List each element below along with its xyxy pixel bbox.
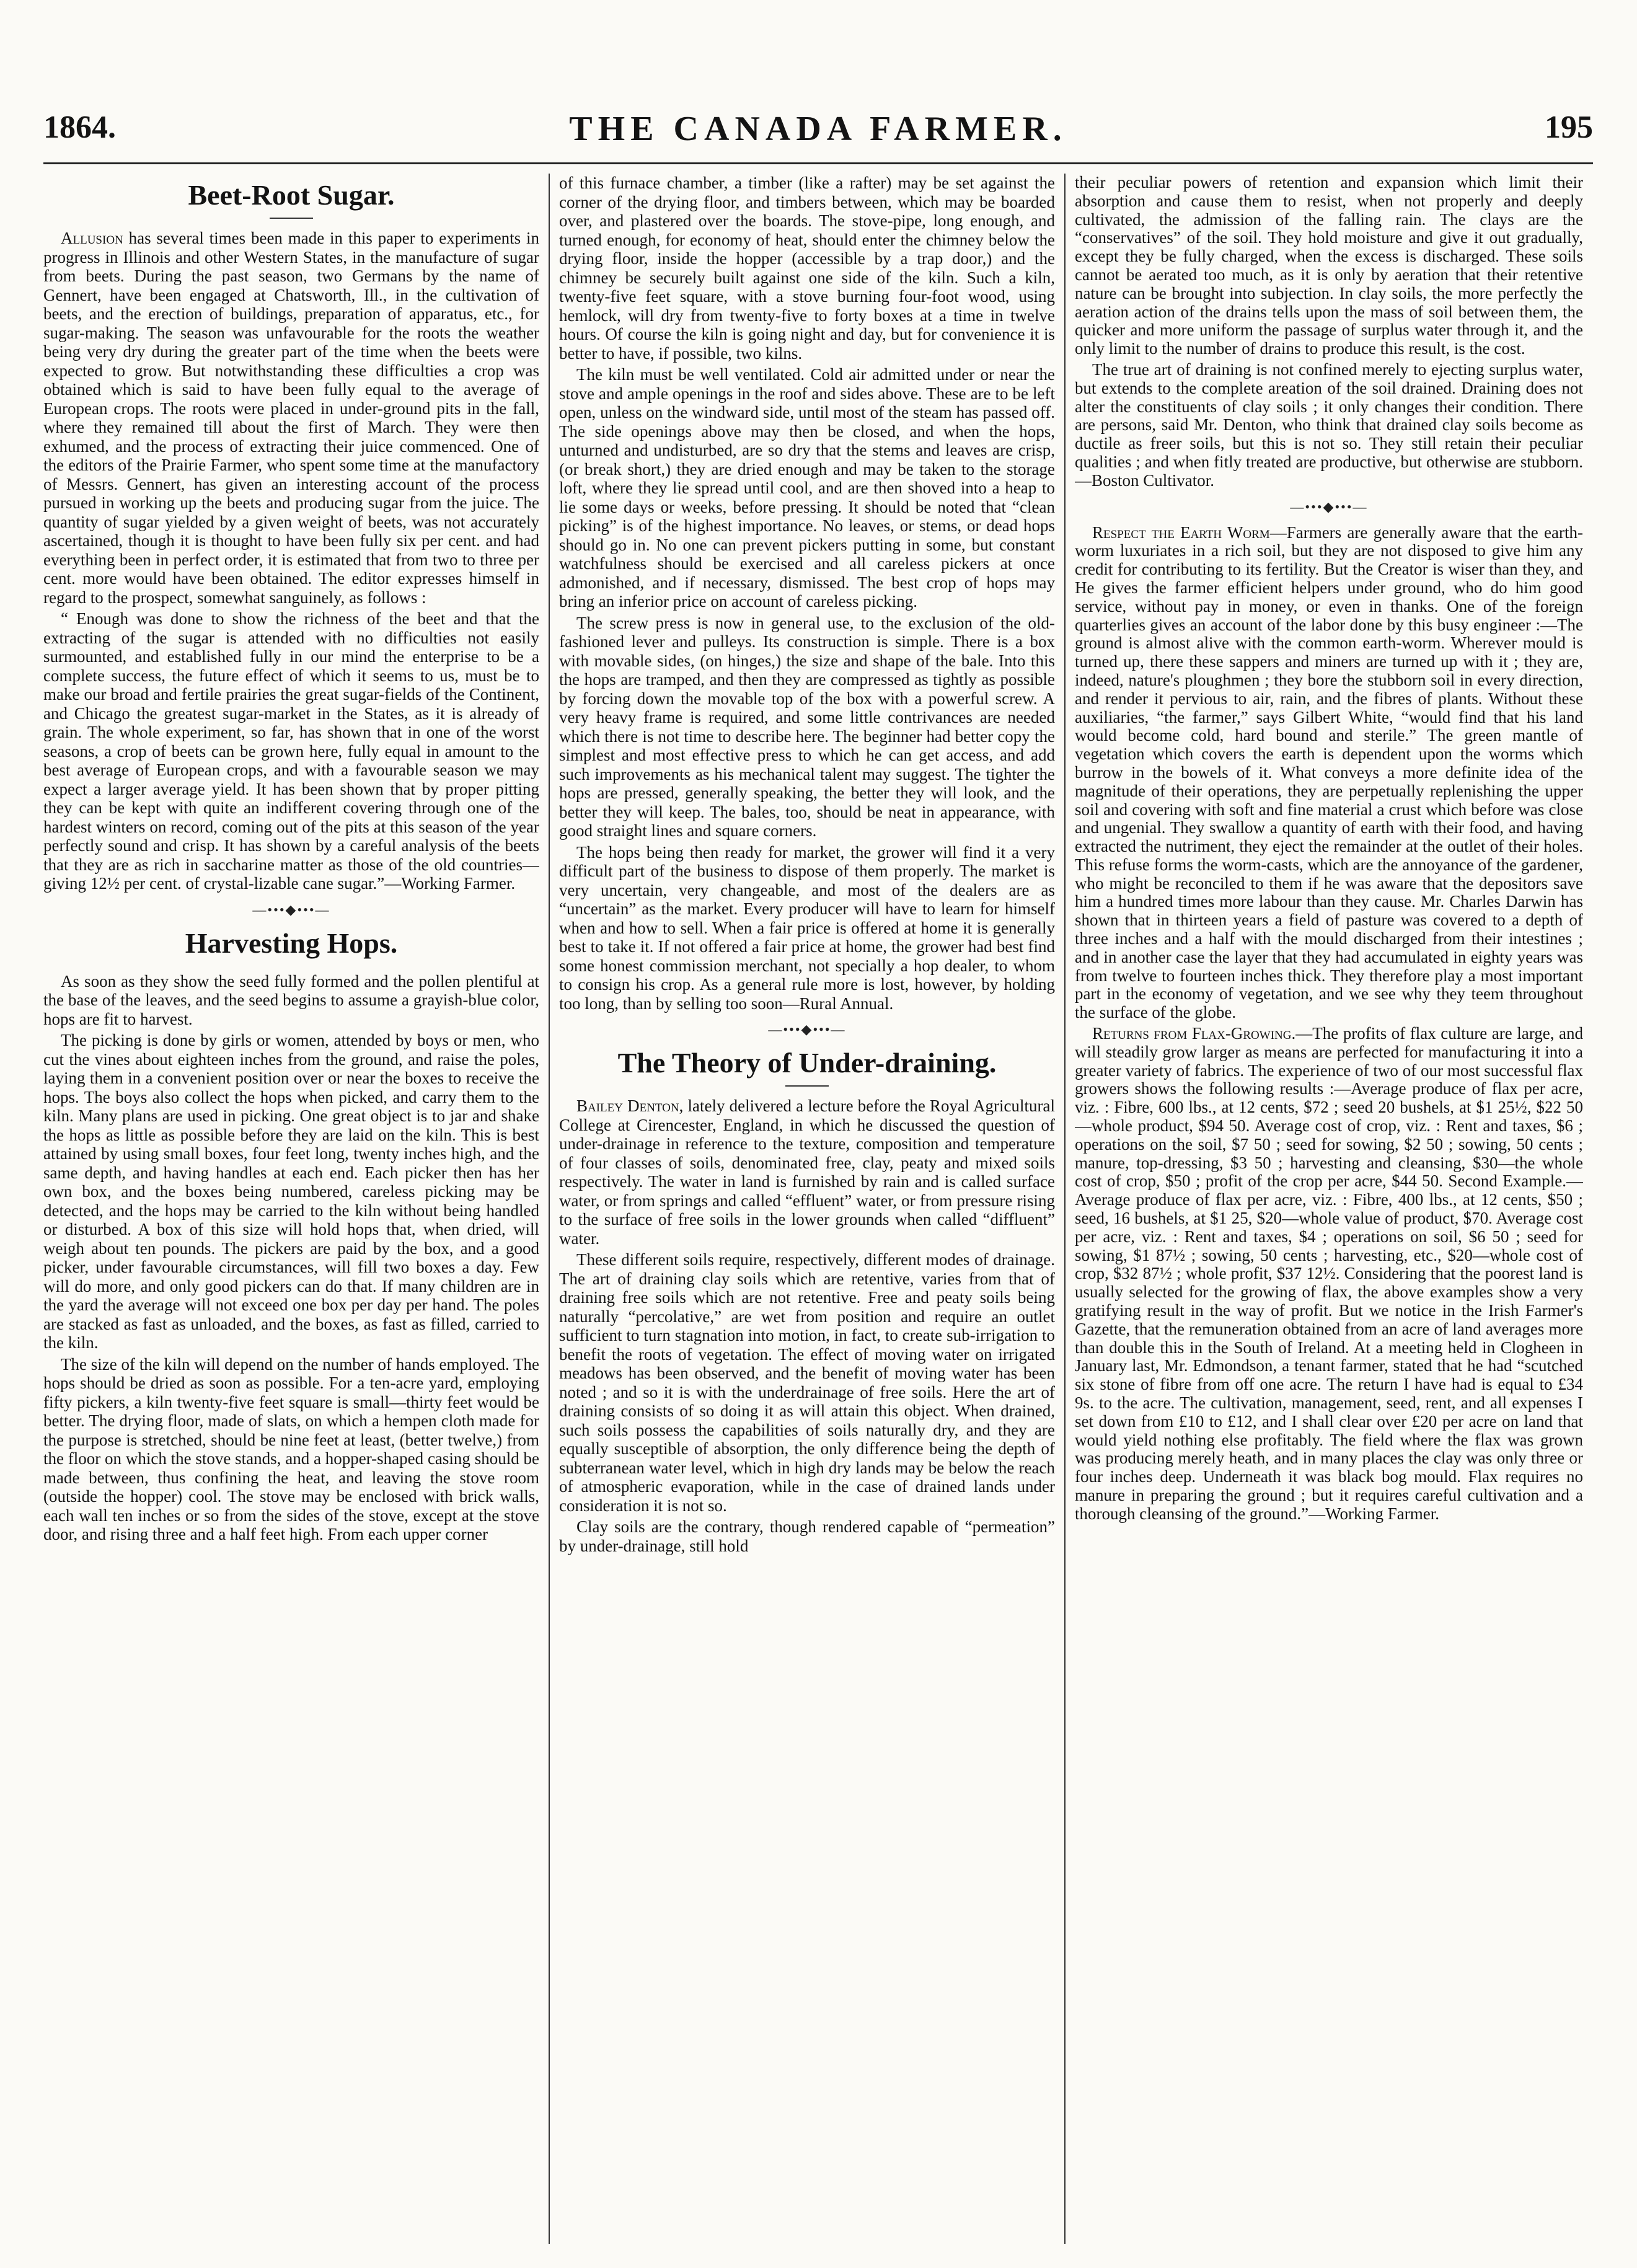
article-paragraph: The size of the kiln will depend on the number of hands employed. The hops should be dried as soon as possible. For a ten-acre yard, employing fifty pickers, a kiln twenty-five feet square is small—thirty feet would be better. The drying floor, made of slats, on which a hempen cloth made for the purpose is stretched, should be nine feet at least, (better twelve,) from the floor on which the stove stands, and a hopper-shaped casing should be made between, thus confining the heat, and leaving the stove room (outside the hopper) cool. The stove may be enclosed with brick walls, each wall ten inches or so from the sides of the stove, except at the stove door, and rising three and a half feet high. From each upper corner (43, 1354, 539, 1543)
article-paragraph: The kiln must be well ventilated. Cold air admitted under or near the stove and ample openings in the roof and sides above. These are to be left open, unless on the windward side, until most of the steam has passed off. The side openings above may then be closed, and when the hops, unturned and undisturbed, are so dry that the stems and leaves are crisp, (or break short,) they are dried enough and may be taken to the storage loft, where they lie spread until cool, and are then shoved into a heap to lie some days or weeks, before pressing. It should be noted that “clean picking” is of the highest importance. No leaves, or stems, or dead hops should go in. No one can prevent pickers putting in some, but constant watchfulness should be exercised and all careless pickers at once admonished, and if necessary, dismissed. The best crop of hops may bring an inferior price on account of careless picking. (559, 365, 1055, 611)
article-paragraph (559, 1096, 1055, 1248)
article-paragraph: These different soils require, respectively, different modes of drainage. The art of draining clay soils which are retentive, varies from that of draining free soils which are not retentive. Free and peaty soils being naturally “percolative,” are wet from position and require an outlet sufficient to turn stagnation into motion, in fact, to create sub-irrigation to benefit the roots of vegetation. The effect of moving water on irrigated meadows has been observed, and the benefit of moving water has been noted ; and so it is with the underdrainage of free soils. Here the art of draining consists of so doing it as will attain this object. When drained, such soils possess the capabilities of soils naturally dry, and they are equally susceptible of absorption, the only difference being the depth of subterranean water level, which in high dry lands may be below the reach of atmospheric evaporation, while in the case of drained lands under consideration it is not so. (559, 1250, 1055, 1515)
article-paragraph: their peculiar powers of retention and expansion which limit their absorption and cause them to resist, when not properly and deeply cultivated, the admission of the falling rain. The clays are the “conservatives” of the soil. They hold moisture and give it out gradually, except they be fully charged, when the excess is discharged. These soils cannot be aerated too much, as it is only by aeration that their retentive nature can be brought into subjection. In clay soils, the more perfectly the aeration action of the drains tells upon the mass of soil between them, the quicker and more uniform the passage of surplus water through it, and the only limit to the number of drains to produce this result, is the cost. (1075, 174, 1583, 358)
page-number: 195 (1545, 110, 1593, 145)
article-paragraph: The true art of draining is not confined merely to ejecting surplus water, but extends to the complete areation of the soil drained. Draining does not alter the constituents of clay soils ; it only changes their condition. There are persons, said Mr. Denton, who think that drained clay soils become as ductile as freer soils, but this is not so. They still retain their peculiar qualities ; and when fitly treated are productive, but otherwise are stubborn.—Boston Cultivator. (1075, 360, 1583, 490)
article-paragraph (43, 229, 539, 607)
title-rule (785, 1085, 829, 1087)
article-title-beet-root-sugar: Beet-Root Sugar. (188, 179, 395, 211)
article-paragraph: As soon as they show the seed fully formed and the pollen plentiful at the base of the leaves, and the seed begins to assume a grayish-blue color, hops are fit to harvest. (43, 971, 539, 1028)
article-paragraph: The hops being then ready for market, the grower will find it a very difficult part of the business to dispose of them properly. The market is very uncertain, very changeable, and most of the dealers are as “uncertain” as the market. Every producer will have to learn for himself when and how to sell. When a fair price is offered at home it is generally best to take it. If not offered a fair price at home, the grower had best find some honest commission merchant, not specially a hop dealer, to whom to consign his crop. As a general rule more is lost, however, by holding too long, than by selling too soon—Rural Annual. (559, 842, 1055, 1013)
article-paragraph: of this furnace chamber, a timber (like a rafter) may be set against the corner of the drying floor, and timbers between, which may be boarded over, and plastered over the boards. The stove-pipe, long enough, and turned enough, for economy of heat, should enter the chimney below the drying floor, inside the hopper (accessible by a trap door,) and the chimney be securely built against one side of the kiln. Such a kiln, twenty-five feet square, with a stove burning four-foot wood, using hemlock, will dry from twenty-five to forty boxes at a time in twelve hours. Of course the kiln is going night and day, but for convenience it is better to have, if possible, two kilns. (559, 174, 1055, 363)
column-2 (559, 174, 1055, 2244)
article-paragraph: The picking is done by girls or women, attended by boys or men, who cut the vines about eighteen inches from the ground, and raise the poles, laying them in a convenient position over or near the boxes to receive the hops. The boys also collect the hops when picked, and carry them to the kiln. Many plans are used in picking. One great object is to jar and shake the hops as little as possible before they are laid on the kiln. This is best attained by using small boxes, four feet long, twenty inches high, and the same depth, and having handles at each end. Each picker then has her own box, and the boxes being numbered, careless picking may be detected, and the hops may be carried to the kiln without being handled or disturbed. A box of this size will hold hops that, when dried, will weigh about ten pounds. The pickers are paid by the box, and a good picker, under favourable circumstances, will fill two boxes a day. Few will do more, and only good pickers can do that. If many children are in the yard the average will not exceed one box per day per hand. The poles are stacked as fast as unloaded, and the boxes, as fast as filled, carried to the kiln. (43, 1031, 539, 1352)
paragraph-text: lately delivered a lecture before the Royal Agricultural College at Cirencester, England, in which he discussed the question of under-drainage in reference to the texture, composition and temperature of four classes of soils, denominated free, clay, peaty and mixed soils respectively. The water in land is furnished by rain and is called surface water, or from springs and called “effluent” water, or from pressure rising to the surface of free soils in the lower grounds when called “diffluent” water. (559, 1096, 1055, 1248)
lead-word: Returns from Flax-Growing. (1092, 1024, 1296, 1043)
article-title-under-draining: The Theory of Under-draining. (617, 1047, 997, 1079)
masthead (43, 109, 1593, 165)
section-ornament: —•••◆•••— (1290, 498, 1368, 514)
article-title-harvesting-hops: Harvesting Hops. (185, 927, 398, 959)
article-paragraph: Clay soils are the contrary, though rendered capable of “permeation” by under-drainage, still hold (559, 1517, 1055, 1555)
lead-word: Allusion (61, 229, 123, 247)
title-rule (270, 218, 313, 219)
header-rule (43, 162, 1593, 164)
quoted-paragraph: “ Enough was done to show the richness of the beet and that the extracting of the sugar is attended with no difficulties not easily surmounted, and established fully in our mind the enterprise to be a complete success, the future effect of which it seems to us, must be to make our broad and fertile prairies the great sugar-fields of the Continent, and Chicago the greatest sugar-market in the States, as it is already of grain. The whole experiment, so far, has shown that in one of the worst seasons, a crop of beets can be grown here, fully equal in amount to the best average of European crops, and with a favourable season we may expect a larger average yield. It has been shown that by proper pitting they can be kept with quite an indifferent covering through one of the hardest winters on record, coming out of the pits at this season of the year perfectly sound and crisp. It has shown by a careful analysis of the beets that they are as rich in saccharine matter as those of the old countries—giving 12½ per cent. of crystal-lizable cane sugar.”—Working Farmer. (43, 609, 539, 893)
paragraph-text: —Farmers are generally aware that the earth-worm luxuriates in a rich soil, but they are not disposed to give him any credit for contributing to its fertility. But the Creator is wiser than they, and He gives the farmer efficient helpers under ground, who do him good service, without pay in money, or even in thanks. One of the foreign quarterlies gives an account of the labor done by this busy engineer :—The ground is almost alive with the common earth-worm. Wherever mould is turned up, there these sappers and miners are turned up with it ; they are, indeed, nature's ploughmen ; they bore the stubborn soil in every direction, and render it pervious to air, rain, and the fibres of plants. Without these auxiliaries, “the farmer,” says Gilbert White, “would find that his land would become cold, hard bound and sterile.” The green mantle of vegetation which covers the earth is dependent upon the worms which burrow in the bowels of it. What conveys a more definite idea of the magnitude of their operations, they are perpetually replenishing the upper soil and covering with soft and fine material a crust which before was close and ungenial. They swallow a quantity of earth with their food, and having extracted the nutriment, they eject the remainder at the outlet of their holes. This refuse forms the worm-casts, which are the annoyance of the gardener, who might be reconciled to them if he was aware that the depositors save him a hundred times more labour than they cause. Mr. Charles Darwin has shown that in thirteen years a field of pasture was covered to a depth of three inches and a half with the mould discharged from their intestines ; and in another case the layer that they had accumulated in eighty years was from twelve to fourteen inches thick. They therefore play a most important part in the economy of vegetation, and we see why they teem throughout the surface of the globe. (1075, 523, 1583, 1022)
section-ornament: —•••◆•••— (768, 1021, 846, 1037)
issue-year: 1864. (43, 110, 116, 145)
section-ornament: —•••◆•••— (252, 901, 330, 917)
column-3 (1075, 174, 1583, 2244)
lead-word: Respect the Earth Worm (1092, 523, 1270, 542)
lead-word: Bailey Denton, (576, 1096, 684, 1115)
column-divider (549, 174, 550, 2244)
paragraph-text: has several times been made in this paper to experiments in progress in Illinois and other Western States, in the manufacture of sugar from beets. During the past season, two Germans by the name of Gennert, have been engaged at Chatsworth, Ill., in the cultivation of beets, and the erection of buildings, preparation of apparatus, etc., for sugar-making. The season was unfavourable for the roots the weather being very dry during the greater part of the time when the beets were expected to grow. But notwithstanding these difficulties a crop was obtained which is said to have been fully equal to the average of European crops. The roots were placed in under-ground pits in the fall, where they remained till about the first of March. They were then exhumed, and the process of extracting their juice commenced. One of the editors of the Prairie Farmer, who spent some time at the manufactory of Messrs. Gennert, has given an interesting account of the process pursued in working up the beets and producing sugar from the juice. The quantity of sugar yielded by a given weight of beets, was not accurately ascertained, though it is thought to have been fully six per cent. and had everything been in perfect order, it is estimated that from two to three per cent. more would have been obtained. The editor expresses himself in regard to the prospect, somewhat sanguinely, as follows : (43, 229, 539, 607)
paragraph-text: —The profits of flax culture are large, and will steadily grow larger as means are perfected for manufacturing it into a greater variety of fabrics. The experience of two of our most successful flax growers shows the following results :—Average produce of flax per acre, viz. : Fibre, 600 lbs., at 12 cents, $72 ; seed 20 bushels, at $1 25½, $22 50—whole product, $94 50. Average cost of crop, viz. : Rent and taxes, $6 ; operations on the soil, $7 50 ; seed for sowing, $2 50 ; sowing, 50 cents ; manure, top-dressing, $3 50 ; harvesting and cleansing, $30—the whole cost of crop, $50 ; profit of the crop per acre, $44 50. Second Example.—Average produce of flax per acre, viz. : Fibre, 400 lbs., at 12 cents, $50 ; seed, 16 bushels, at $1 25, $20—whole value of product, $70. Average cost per acre, viz. : Rent and taxes, $4 ; operations on soil, $6 50 ; seed for sowing, $1 87½ ; sowing, 50 cents ; harvesting, etc., $20—whole cost of crop, $32 87½ ; whole profit, $37 12½. Considering that the poorest land is usually selected for the growing of flax, the above examples show a very gratifying result in the way of profit. But we notice in the Irish Farmer's Gazette, that the remuneration obtained from an acre of land averages more than double this in the South of Ireland. At a meeting held in Clogheen in January last, Mr. Edmondson, a tenant farmer, stated that he had “scutched six stone of fibre from off one acre. The return I have had is equal to £34 9s. to the acre. The cultivation, management, seed, rent, and all expenses I set down from £10 to £12, and I shall clear over £20 per acre on land that would yield nothing else profitably. The field where the flax was grown was producing merely heath, and in many places the clay was only three or four inches deep. Underneath it was black bog mould. Flax requires no manure in preparing the ground ; but it requires careful cultivation and a thorough cleansing of the ground.”—Working Farmer. (1075, 1024, 1583, 1523)
paper-title: THE CANADA FARMER. (569, 110, 1067, 148)
column-divider (1064, 174, 1066, 2244)
column-1 (43, 174, 539, 2244)
article-paragraph (1075, 524, 1583, 1023)
article-paragraph: The screw press is now in general use, to the exclusion of the old-fashioned lever and pulleys. Its construction is simple. There is a box with movable sides, (on hinges,) the size and shape of the bale. Into this the hops are tramped, and then they are compressed as tightly as possible by forcing down the movable top of the box with a powerful screw. A very heavy frame is required, and some little contrivances are needed which there is not time to describe here. The beginner had better copy the simplest and most effective press to which he can get access, and add such improvements as his mechanical talent may suggest. The tighter the hops are pressed, generally speaking, the better they will look, and the better they will keep. The bales, too, should be neat in appearance, with good straight lines and square corners. (559, 613, 1055, 840)
article-paragraph (1075, 1025, 1583, 1524)
